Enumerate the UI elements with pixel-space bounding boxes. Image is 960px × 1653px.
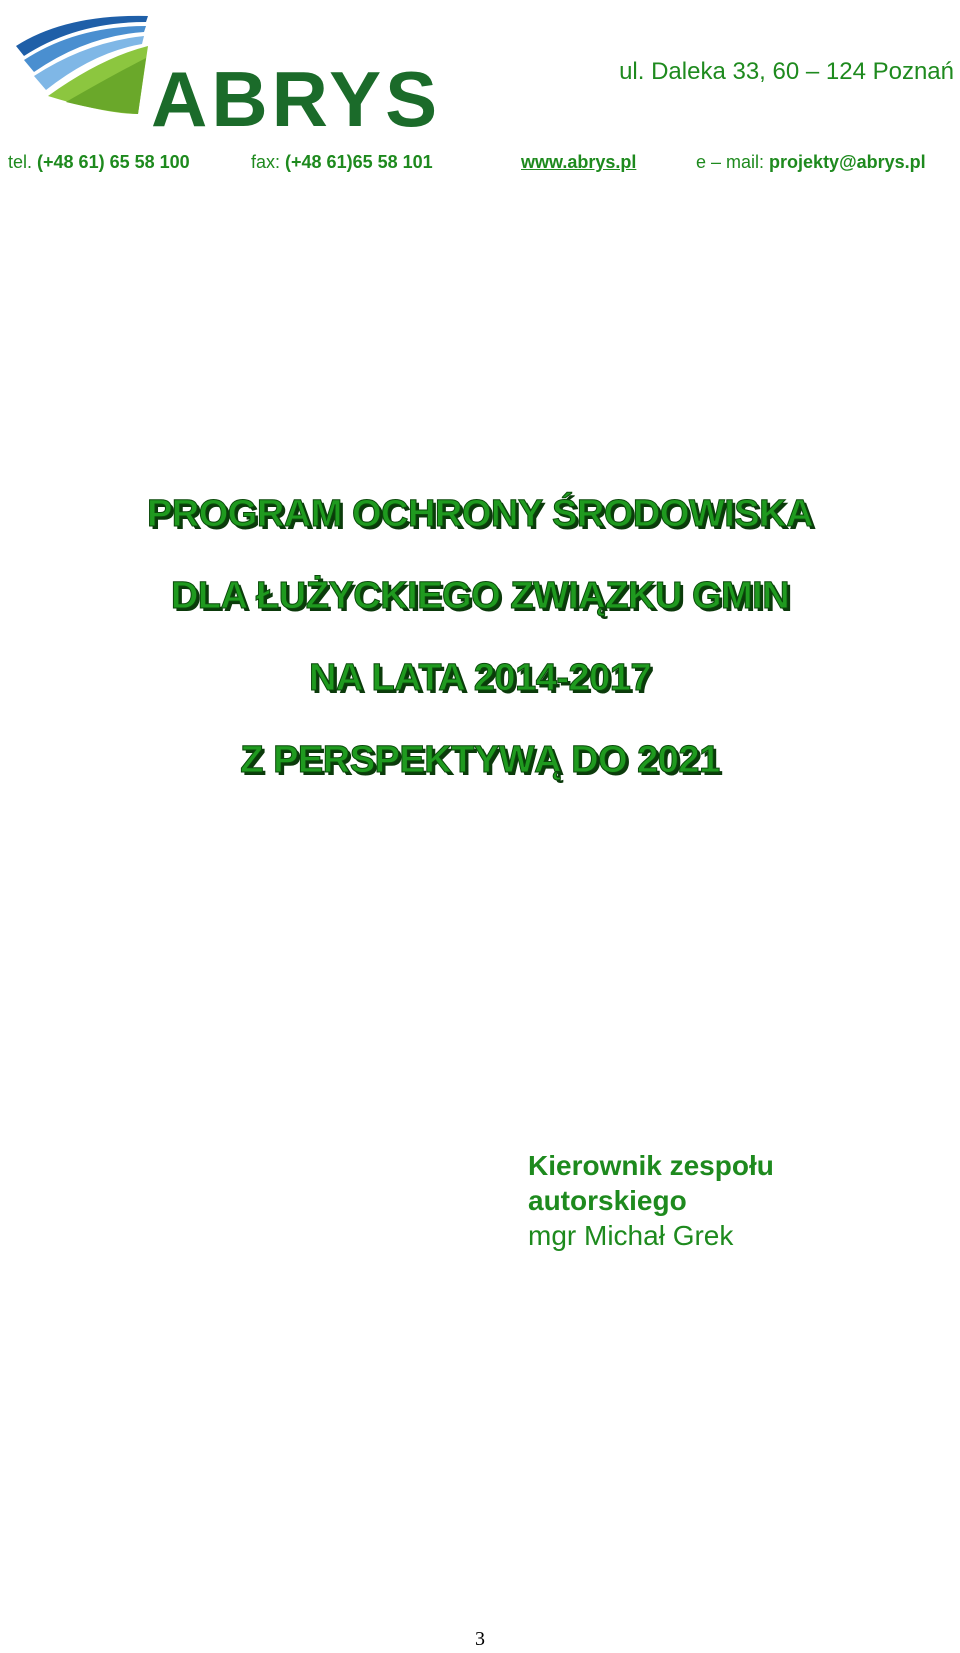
document-title xyxy=(0,495,960,823)
leader-role-line-1: Kierownik zespołu xyxy=(528,1150,774,1181)
logo-wordmark: ABRYS xyxy=(151,55,442,134)
phone-value: (+48 61) 65 58 100 xyxy=(37,152,190,172)
page-number: 3 xyxy=(475,1628,485,1650)
company-address: ul. Daleka 33, 60 – 124 Poznań xyxy=(619,58,954,85)
fax-info xyxy=(251,152,433,173)
website-link[interactable]: www.abrys.pl xyxy=(521,152,637,172)
abrys-logo xyxy=(6,6,490,134)
leader-name: mgr Michał Grek xyxy=(528,1220,734,1251)
email-info xyxy=(696,152,926,173)
email-label: e – mail: xyxy=(696,152,765,172)
fax-value: (+48 61)65 58 101 xyxy=(285,152,433,172)
email-link[interactable]: projekty@abrys.pl xyxy=(769,152,926,172)
logo-swoosh-icon xyxy=(6,6,490,134)
leader-role-line-2: autorskiego xyxy=(528,1185,687,1216)
fax-label: fax: xyxy=(251,152,281,172)
phone-label: tel. xyxy=(8,152,33,172)
title-line-1: PROGRAM OCHRONY ŚRODOWISKA xyxy=(146,493,814,535)
title-line-4: Z PERSPEKTYWĄ DO 2021 xyxy=(240,739,720,781)
phone-info xyxy=(8,152,190,173)
title-line-2: DLA ŁUŻYCKIEGO ZWIĄZKU GMIN xyxy=(170,575,790,617)
contact-row xyxy=(6,152,954,178)
team-leader-block xyxy=(528,1148,774,1253)
title-line-3: NA LATA 2014-2017 xyxy=(308,657,652,699)
